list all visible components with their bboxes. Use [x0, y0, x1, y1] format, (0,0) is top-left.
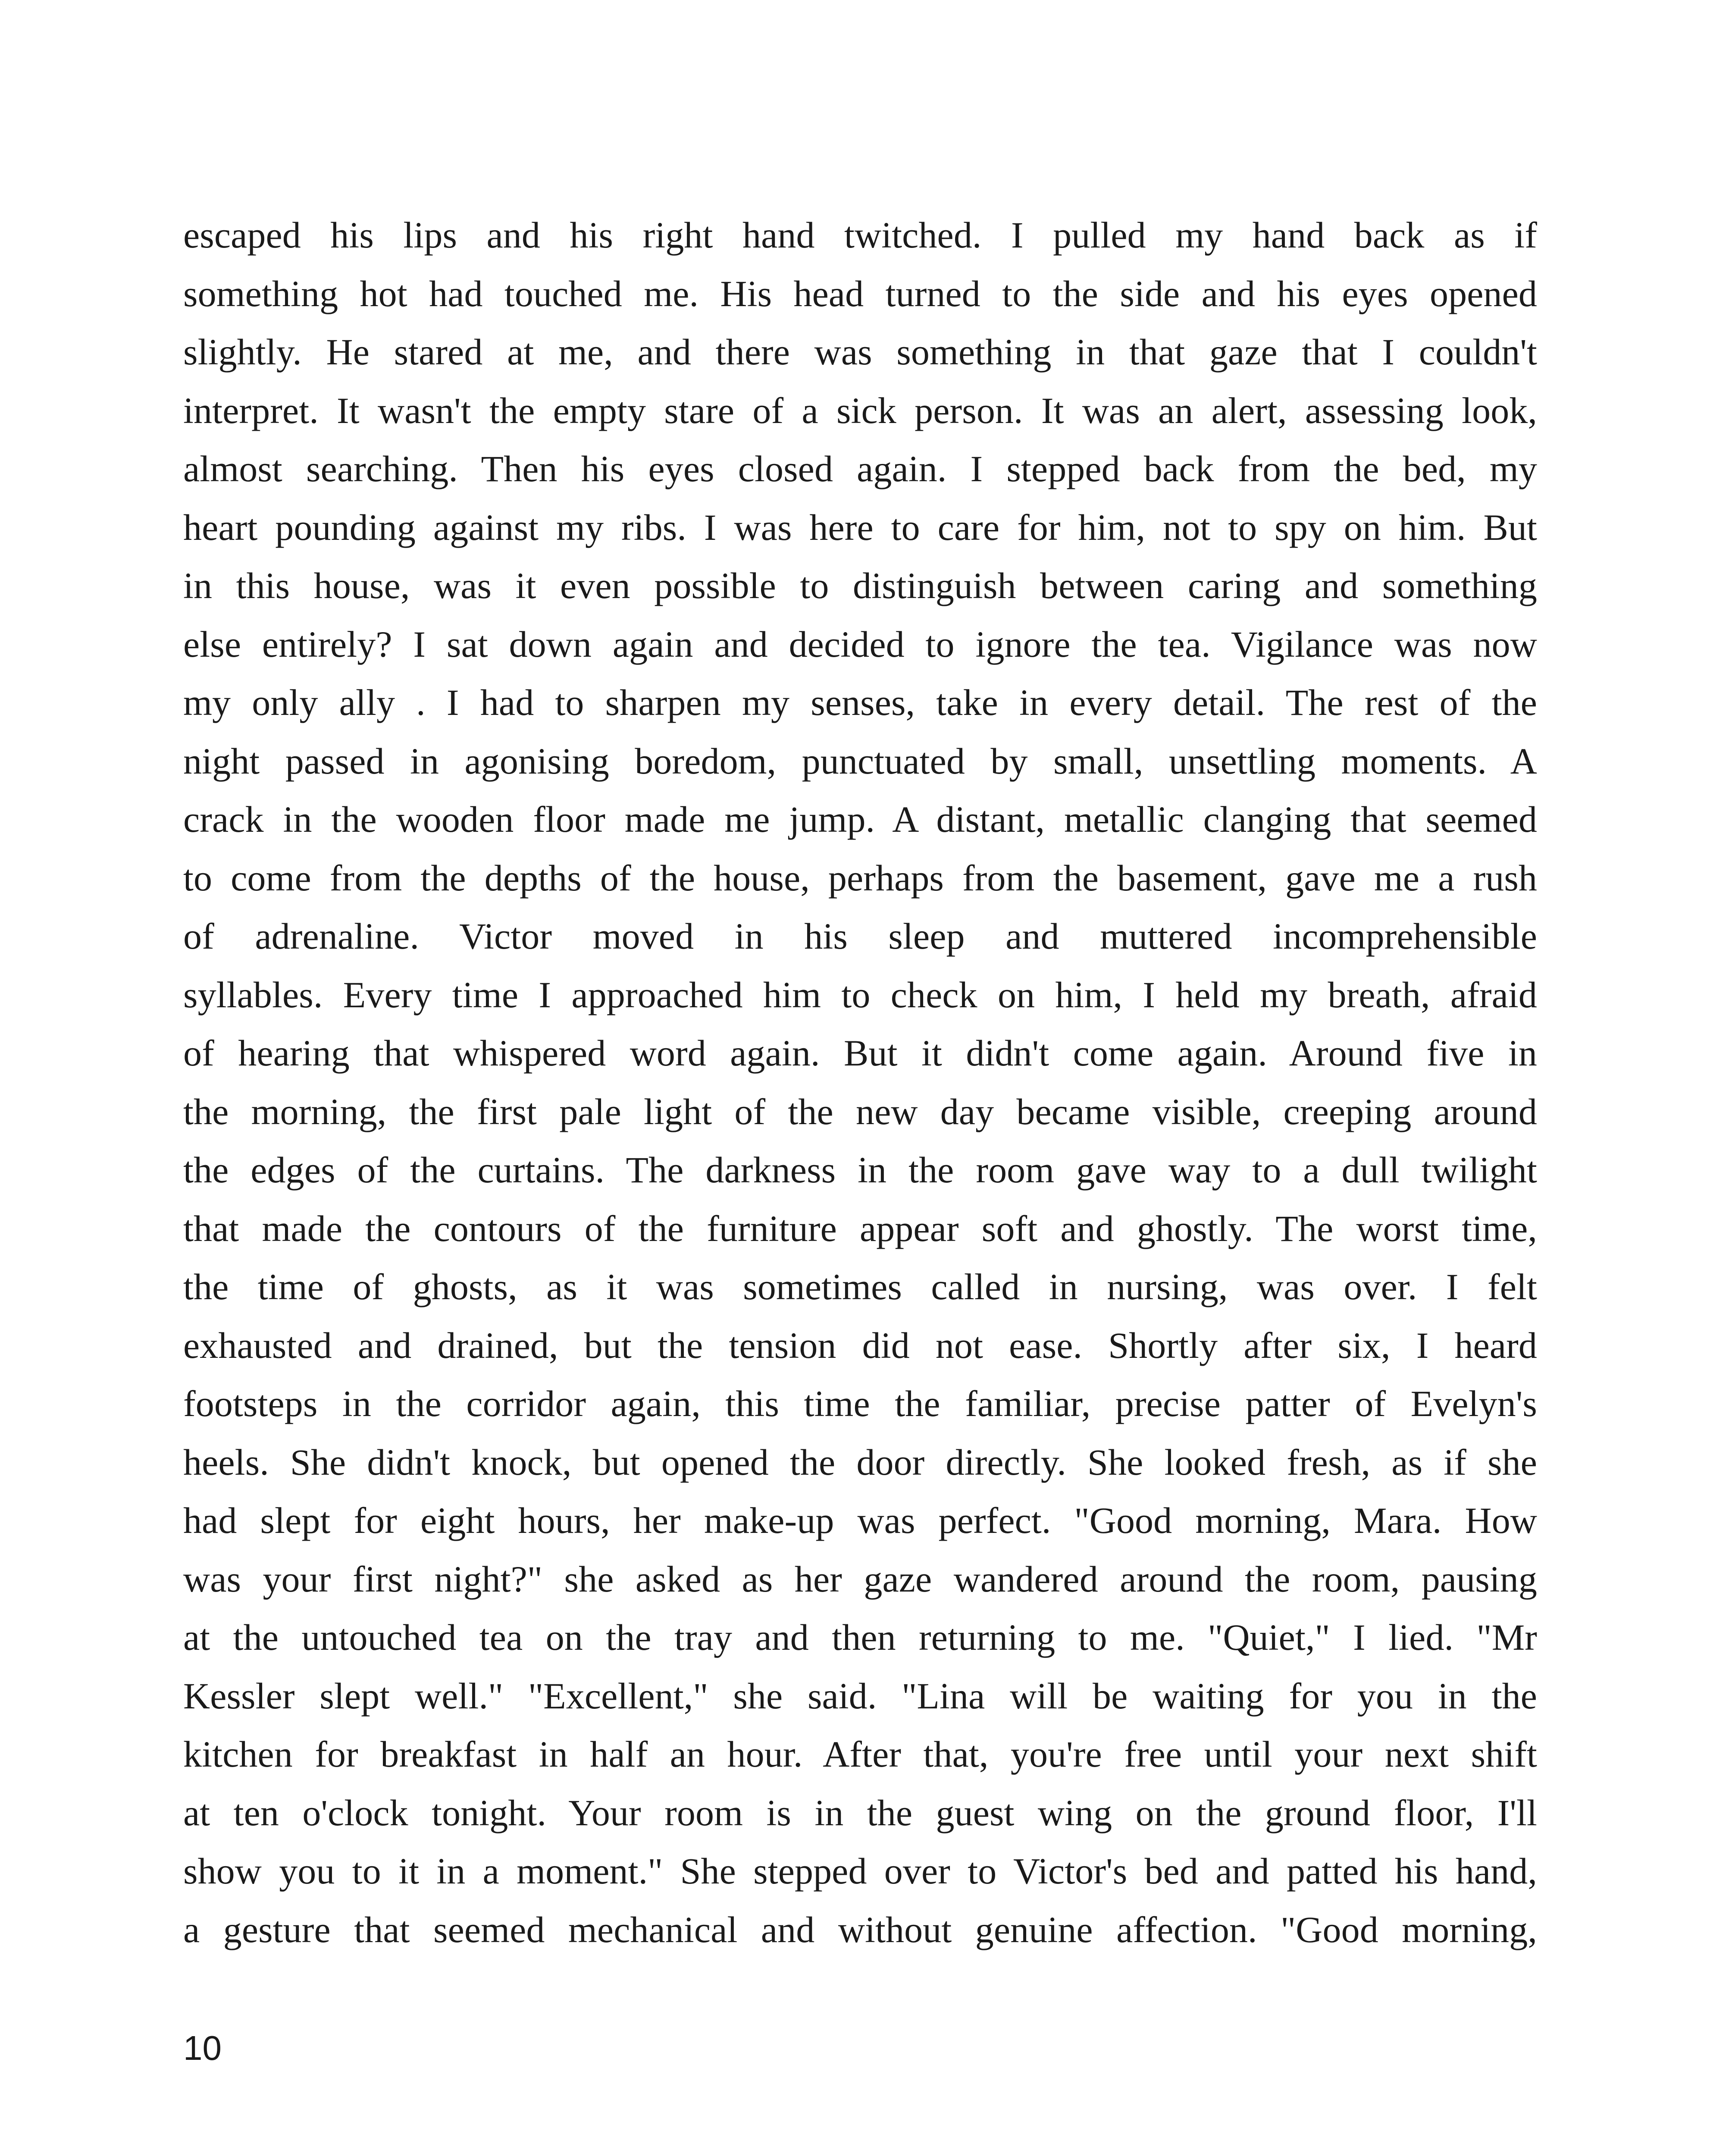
text-line: night passed in agonising boredom, punctuated by small, unsettling moments. A — [183, 740, 1537, 782]
text-line: crack in the wooden floor made me jump. A distant, metallic clanging that seemed — [183, 799, 1537, 840]
text-line: kitchen for breakfast in half an hour. After that, you're free until your next shift — [183, 1733, 1537, 1775]
text-line: in this house, was it even possible to distinguish between caring and something — [183, 565, 1537, 606]
text-line: Kessler slept well." "Excellent," she said. "Lina will be waiting for you in the — [183, 1675, 1537, 1717]
text-line: slightly. He stared at me, and there was something in that gaze that I couldn't — [183, 331, 1537, 373]
body-text — [183, 206, 1537, 1959]
text-line: of hearing that whispered word again. But it didn't come again. Around five in — [183, 1032, 1537, 1074]
page-number: 10 — [183, 2029, 222, 2067]
text-line: was your first night?" she asked as her gaze wandered around the room, pausing — [183, 1558, 1537, 1600]
text-line: interpret. It wasn't the empty stare of a sick person. It was an alert, assessing look, — [183, 389, 1537, 431]
text-line: that made the contours of the furniture appear soft and ghostly. The worst time, — [183, 1207, 1537, 1249]
text-line: heart pounding against my ribs. I was here to care for him, not to spy on him. But — [183, 506, 1537, 548]
text-line: exhausted and drained, but the tension did not ease. Shortly after six, I heard — [183, 1324, 1537, 1366]
text-line: my only ally . I had to sharpen my senses, take in every detail. The rest of the — [183, 682, 1537, 723]
text-line: the morning, the first pale light of the new day became visible, creeping around — [183, 1091, 1537, 1132]
text-line: almost searching. Then his eyes closed again. I stepped back from the bed, my — [183, 448, 1537, 489]
text-line: had slept for eight hours, her make-up was perfect. "Good morning, Mara. How — [183, 1500, 1537, 1541]
text-line: else entirely? I sat down again and decided to ignore the tea. Vigilance was now — [183, 623, 1537, 665]
text-line: at the untouched tea on the tray and then returning to me. "Quiet," I lied. "Mr — [183, 1617, 1537, 1658]
text-line: the time of ghosts, as it was sometimes called in nursing, was over. I felt — [183, 1266, 1537, 1307]
text-line: escaped his lips and his right hand twitched. I pulled my hand back as if — [183, 214, 1537, 256]
text-line: footsteps in the corridor again, this time the familiar, precise patter of Evelyn's — [183, 1383, 1537, 1424]
text-line: of adrenaline. Victor moved in his sleep and muttered incomprehensible — [183, 915, 1537, 957]
text-line: to come from the depths of the house, perhaps from the basement, gave me a rush — [183, 857, 1537, 899]
text-line: show you to it in a moment." She stepped over to Victor's bed and patted his hand, — [183, 1850, 1537, 1892]
text-line: something hot had touched me. His head turned to the side and his eyes opened — [183, 273, 1537, 314]
text-line: at ten o'clock tonight. Your room is in the guest wing on the ground floor, I'll — [183, 1792, 1537, 1833]
text-line: the edges of the curtains. The darkness in the room gave way to a dull twilight — [183, 1149, 1537, 1191]
text-line: syllables. Every time I approached him to check on him, I held my breath, afraid — [183, 974, 1537, 1015]
text-line: heels. She didn't knock, but opened the door directly. She looked fresh, as if she — [183, 1441, 1537, 1483]
text-line: a gesture that seemed mechanical and without genuine affection. "Good morning, — [183, 1908, 1537, 1950]
